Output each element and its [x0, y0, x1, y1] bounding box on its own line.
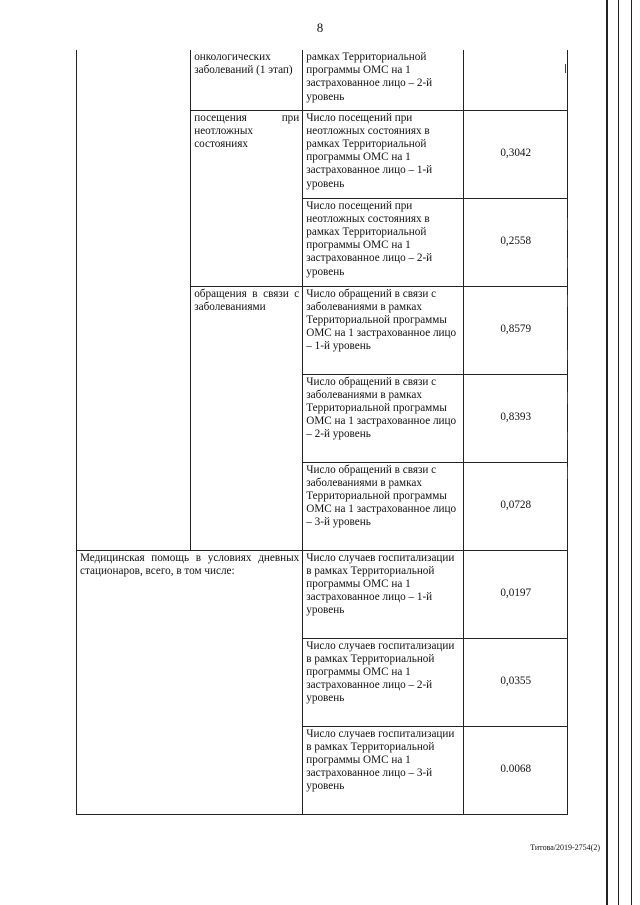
table-cell-indicator: Число случаев госпитализации в рамках Территориальной программы ОМС на 1 застрахованное лицо – 2-й уровень	[303, 638, 464, 726]
table-cell-empty	[77, 50, 191, 550]
table-cell-indicator: Число обращений в связи с заболеваниями в рамках Территориальной программы ОМС на 1 застрахованное лицо – 1-й уровень	[303, 286, 464, 374]
table-cell-value: 0,0197	[464, 550, 568, 638]
table-cell-indicator: Число посещений при неотложных состояниях в рамках Территориальной программы ОМС на 1 застрахованное лицо – 2-й уровень	[303, 198, 464, 286]
scan-edge-line	[631, 0, 632, 905]
document-code: Титова/2019-2754(2)	[530, 843, 600, 852]
table-cell-section: Медицинская помощь в условиях дневных стационаров, всего, в том числе:	[77, 550, 303, 814]
scan-mark	[567, 467, 568, 479]
page-number: 8	[316, 20, 324, 35]
table-cell-value: 0,8579	[464, 286, 568, 374]
scan-edge-line	[606, 0, 608, 905]
table-cell-category: онкологических заболеваний (1 этап)	[191, 50, 303, 110]
table-cell-indicator: Число обращений в связи с заболеваниями в рамках Территориальной программы ОМС на 1 застрахованное лицо – 3-й уровень	[303, 462, 464, 550]
scan-mark	[565, 64, 566, 73]
table-cell-value	[464, 50, 568, 110]
scan-mark	[567, 218, 568, 230]
table-cell-value: 0.0068	[464, 726, 568, 814]
table-row	[77, 50, 568, 110]
scan-mark	[567, 432, 568, 440]
scan-mark	[567, 295, 568, 307]
table-cell-indicator: Число посещений при неотложных состояниях в рамках Территориальной программы ОМС на 1 застрахованное лицо – 1-й уровень	[303, 110, 464, 198]
table-cell-value: 0,3042	[464, 110, 568, 198]
table-cell-category: обращения в связи с заболеваниями	[191, 286, 303, 550]
table-cell-indicator: Число случаев госпитализации в рамках Территориальной программы ОМС на 1 застрахованное лицо – 1-й уровень	[303, 550, 464, 638]
table-cell-category: посещения при неотложных состояниях	[191, 110, 303, 286]
table-cell-indicator: рамках Территориальной программы ОМС на 1 застрахованное лицо – 2-й уровень	[303, 50, 464, 110]
indicator-table	[76, 50, 568, 815]
scan-mark	[567, 350, 568, 360]
table-cell-value: 0,0355	[464, 638, 568, 726]
table-cell-value: 0,2558	[464, 198, 568, 286]
table-cell-value: 0,8393	[464, 374, 568, 462]
table-row	[77, 550, 568, 638]
scan-mark	[567, 258, 568, 268]
scan-mark	[567, 392, 568, 404]
scan-edge-line	[618, 0, 619, 905]
table-cell-indicator: Число случаев госпитализации в рамках Территориальной программы ОМС на 1 застрахованное лицо – 3-й уровень	[303, 726, 464, 814]
table-cell-value: 0,0728	[464, 462, 568, 550]
table-cell-indicator: Число обращений в связи с заболеваниями в рамках Территориальной программы ОМС на 1 застрахованное лицо – 2-й уровень	[303, 374, 464, 462]
